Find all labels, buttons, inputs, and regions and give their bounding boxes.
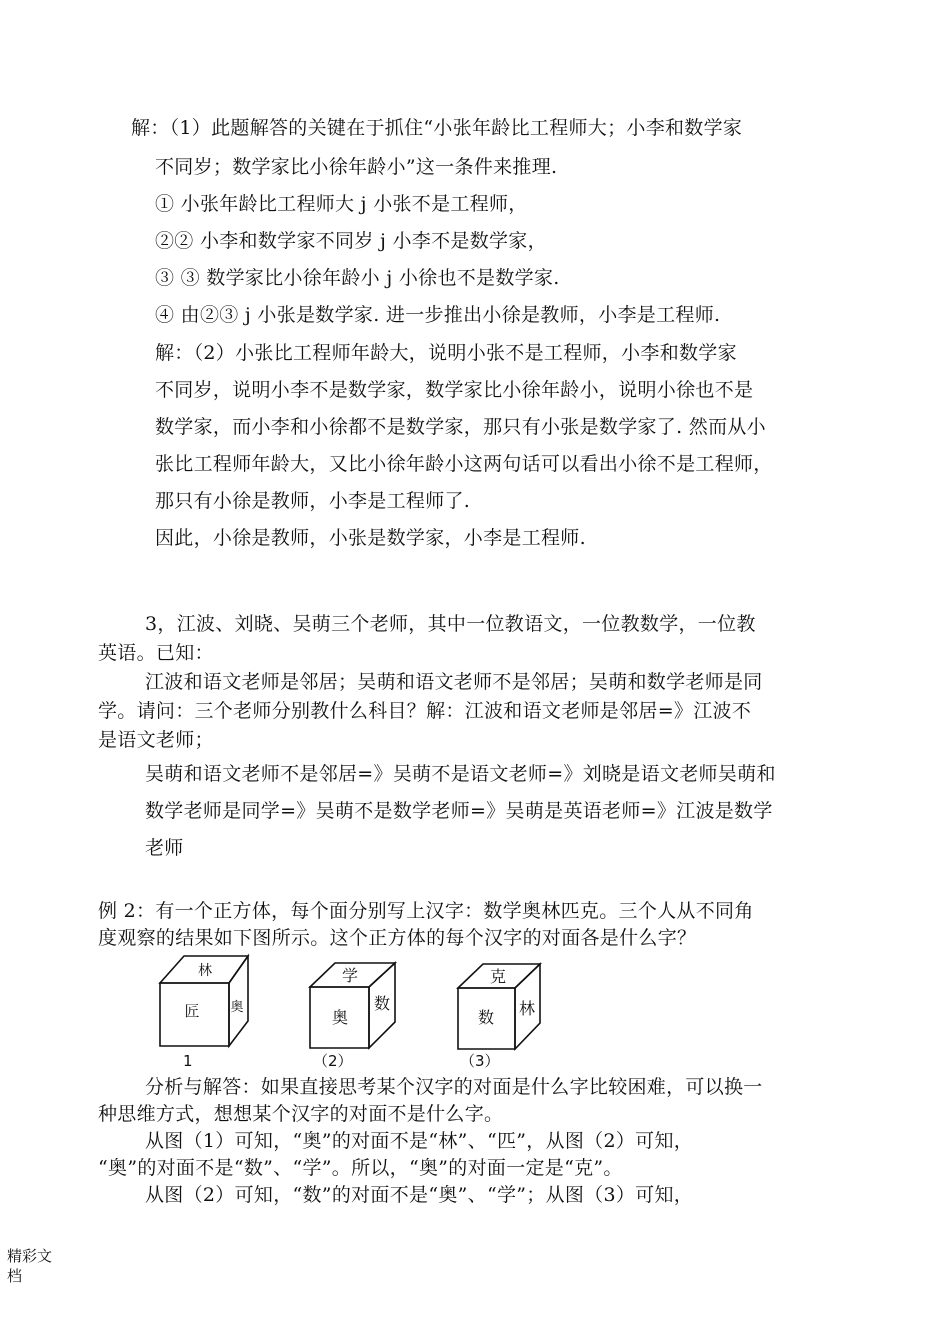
analysis-line-5: 从图（2）可知，“数”的对面不是“奥”、“学”；从图（3）可知， <box>145 1184 694 1206</box>
solution-line-12: 因此，小徐是教师，小张是数学家，小李是工程师. <box>155 527 586 549</box>
analysis-line-3: 从图（1）可知，“奥”的对面不是“林”、“匹”，从图（2）可知， <box>145 1130 694 1152</box>
analysis-line-4: “奥”的对面不是“数”、“学”。所以，“奥”的对面一定是“克”。 <box>98 1157 623 1179</box>
cube2-front-char: 奥 <box>331 1008 349 1027</box>
solution-line-8: 不同岁，说明小李不是数学家，数学家比小徐年龄小，说明小徐也不是 <box>155 379 754 401</box>
problem3-line-7: 数学老师是同学=》吴萌不是数学老师=》吴萌是英语老师=》江波是数学 <box>145 800 773 822</box>
cube3-top-char: 克 <box>489 967 507 986</box>
solution-line-7: 解：（2）小张比工程师年龄大，说明小张不是工程师，小李和数学家 <box>155 342 737 364</box>
problem3-line-6: 吴萌和语文老师不是邻居=》吴萌不是语文老师=》刘晓是语文老师吴萌和 <box>145 763 776 785</box>
cube1-top-char: 林 <box>198 963 212 979</box>
analysis-line-1: 分析与解答：如果直接思考某个汉字的对面是什么字比较困难，可以换一 <box>145 1076 763 1098</box>
solution-line-9: 数学家，而小李和小徐都不是数学家，那只有小张是数学家了. 然而从小 <box>155 416 766 438</box>
solution-line-10: 张比工程师年龄大，又比小徐年龄小这两句话可以看出小徐不是工程师， <box>155 453 773 475</box>
analysis-line-2: 种思维方式，想想某个汉字的对面不是什么字。 <box>98 1103 504 1125</box>
problem3-line-4: 学。请问：三个老师分别教什么科目？解：江波和语文老师是邻居=》江波不 <box>98 700 752 722</box>
problem3-line-1: 3，江波、刘晓、吴萌三个老师，其中一位教语文，一位教数学，一位教 <box>145 613 756 635</box>
cube2-side-char: 数 <box>373 994 391 1013</box>
footer-note <box>7 1246 52 1286</box>
solution-line-4: ②② 小李和数学家不同岁 j 小李不是数学家， <box>155 230 547 252</box>
solution-line-6: ④ 由②③ j 小张是数学家. 进一步推出小徐是教师，小李是工程师. <box>155 304 721 326</box>
solution-line-5: ③ ③ 数学家比小徐年龄小 j 小徐也不是数学家. <box>155 267 560 289</box>
problem3-line-8: 老师 <box>145 837 184 859</box>
solution-line-11: 那只有小徐是教师，小李是工程师了. <box>155 490 471 512</box>
cube-figure-2 <box>307 960 407 1050</box>
problem3-line-3: 江波和语文老师是邻居；吴萌和语文老师不是邻居；吴萌和数学老师是同 <box>145 671 763 693</box>
cube-figure-3 <box>455 961 555 1051</box>
footer-line-2: 档 <box>7 1267 23 1285</box>
cube1-front-char: 匠 <box>184 1002 200 1020</box>
cube3-front-char: 数 <box>477 1008 495 1027</box>
cube2-top-char: 学 <box>341 966 359 985</box>
solution-line-1: 解：（1）此题解答的关键在于抓住“小张年龄比工程师大；小李和数学家 <box>131 117 743 139</box>
cube1-caption: 1 <box>183 1052 193 1070</box>
problem3-line-2: 英语。已知： <box>98 642 214 664</box>
cube1-side-char: 奥 <box>230 1000 244 1015</box>
solution-line-2: 不同岁；数学家比小徐年龄小”这一条件来推理. <box>155 156 558 178</box>
footer-line-1: 精彩文 <box>7 1247 53 1265</box>
cube2-caption: （2） <box>313 1052 353 1070</box>
cube3-side-char: 林 <box>518 999 536 1018</box>
example2-line-1: 例 2：有一个正方体，每个面分别写上汉字：数学奥林匹克。三个人从不同角 <box>98 900 754 922</box>
solution-line-3: ① 小张年龄比工程师大 j 小张不是工程师， <box>155 193 528 215</box>
example2-line-2: 度观察的结果如下图所示。这个正方体的每个汉字的对面各是什么字？ <box>98 927 697 949</box>
cube3-caption: （3） <box>460 1052 500 1070</box>
cube-figure-1 <box>157 953 257 1053</box>
problem3-line-5: 是语文老师； <box>98 729 214 751</box>
